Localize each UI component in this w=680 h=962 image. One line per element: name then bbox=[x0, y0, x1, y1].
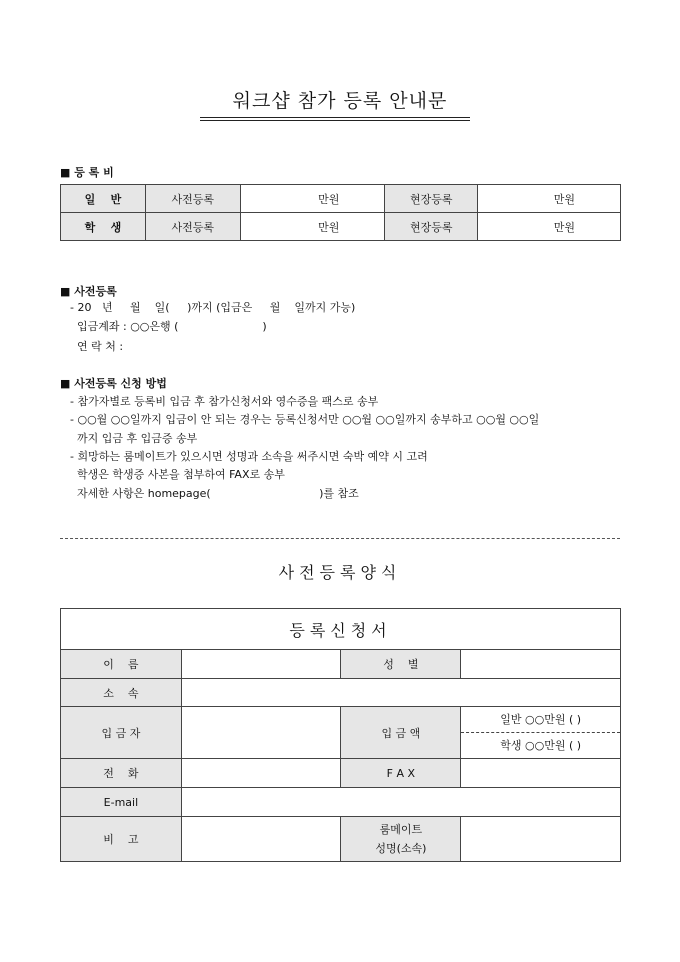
fee-table bbox=[60, 184, 621, 241]
pre-amount: 만원 bbox=[240, 185, 385, 213]
site-label: 현장등록 bbox=[385, 185, 478, 213]
amount-label: 입 금 액 bbox=[341, 707, 461, 759]
roommate-field[interactable] bbox=[461, 817, 621, 862]
form-table-title: 등록신청서 bbox=[61, 609, 621, 650]
form-section-title: 사전등록양식 bbox=[278, 563, 402, 582]
email-label: E-mail bbox=[61, 788, 182, 817]
prereg-line: 연 락 처 : bbox=[70, 340, 124, 353]
phone-field[interactable] bbox=[181, 759, 341, 788]
fax-label: F A X bbox=[341, 759, 461, 788]
divider bbox=[60, 538, 620, 539]
prereg-line: 입금계좌 : ○○은행 ( ) bbox=[70, 320, 267, 333]
affiliation-label: 소 속 bbox=[61, 679, 182, 707]
gender-field[interactable] bbox=[461, 650, 621, 679]
fee-type: 학 생 bbox=[61, 213, 146, 241]
site-label: 현장등록 bbox=[385, 213, 478, 241]
email-field[interactable] bbox=[181, 788, 620, 817]
amount-student: 학생 ○○만원 ( ) bbox=[500, 739, 582, 752]
remarks-label: 비 고 bbox=[61, 817, 182, 862]
pre-amount: 만원 bbox=[240, 213, 385, 241]
method-heading: ■ 사전등록 신청 방법 bbox=[60, 377, 167, 390]
phone-label: 전 화 bbox=[61, 759, 182, 788]
amount-general: 일반 ○○만원 ( ) bbox=[461, 707, 620, 733]
method-line: - 참가자별로 등록비 입금 후 참가신청서와 영수증을 팩스로 송부 bbox=[70, 395, 379, 408]
pre-label: 사전등록 bbox=[145, 185, 240, 213]
method-line: 까지 입금 후 입금증 송부 bbox=[70, 432, 198, 445]
table-row bbox=[61, 185, 621, 213]
roommate-label bbox=[341, 817, 461, 862]
table-row bbox=[61, 213, 621, 241]
affiliation-field[interactable] bbox=[181, 679, 620, 707]
title-underline bbox=[200, 117, 470, 118]
amount-field[interactable] bbox=[461, 707, 621, 759]
name-field[interactable] bbox=[181, 650, 341, 679]
registration-form bbox=[60, 608, 621, 862]
fax-field[interactable] bbox=[461, 759, 621, 788]
method-line: 자세한 사항은 homepage( )를 참조 bbox=[70, 487, 359, 500]
roommate-label-line1: 룸메이트 bbox=[379, 823, 423, 836]
method-line: - 희망하는 룸메이트가 있으시면 성명과 소속을 써주시면 숙박 예약 시 고려 bbox=[70, 450, 428, 463]
site-amount: 만원 bbox=[478, 213, 621, 241]
site-amount: 만원 bbox=[478, 185, 621, 213]
page-title: 워크샵 참가 등록 안내문 bbox=[232, 90, 448, 112]
fee-type: 일 반 bbox=[61, 185, 146, 213]
pre-label: 사전등록 bbox=[145, 213, 240, 241]
depositor-label: 입 금 자 bbox=[61, 707, 182, 759]
method-line: - ○○월 ○○일까지 입금이 안 되는 경우는 등록신청서만 ○○월 ○○일까지 송부하고 ○○월 ○○일 bbox=[70, 413, 540, 426]
remarks-field[interactable] bbox=[181, 817, 341, 862]
prereg-heading: ■ 사전등록 bbox=[60, 285, 117, 298]
fee-heading: ■ 등 록 비 bbox=[60, 166, 114, 179]
roommate-label-line2: 성명(소속) bbox=[375, 842, 427, 855]
title-underline bbox=[200, 120, 470, 121]
gender-label: 성 별 bbox=[341, 650, 461, 679]
name-label: 이 름 bbox=[61, 650, 182, 679]
prereg-line: - 20 년 월 일( )까지 (입금은 월 일까지 가능) bbox=[70, 301, 356, 314]
depositor-field[interactable] bbox=[181, 707, 341, 759]
method-line: 학생은 학생증 사본을 첨부하여 FAX로 송부 bbox=[70, 468, 285, 481]
